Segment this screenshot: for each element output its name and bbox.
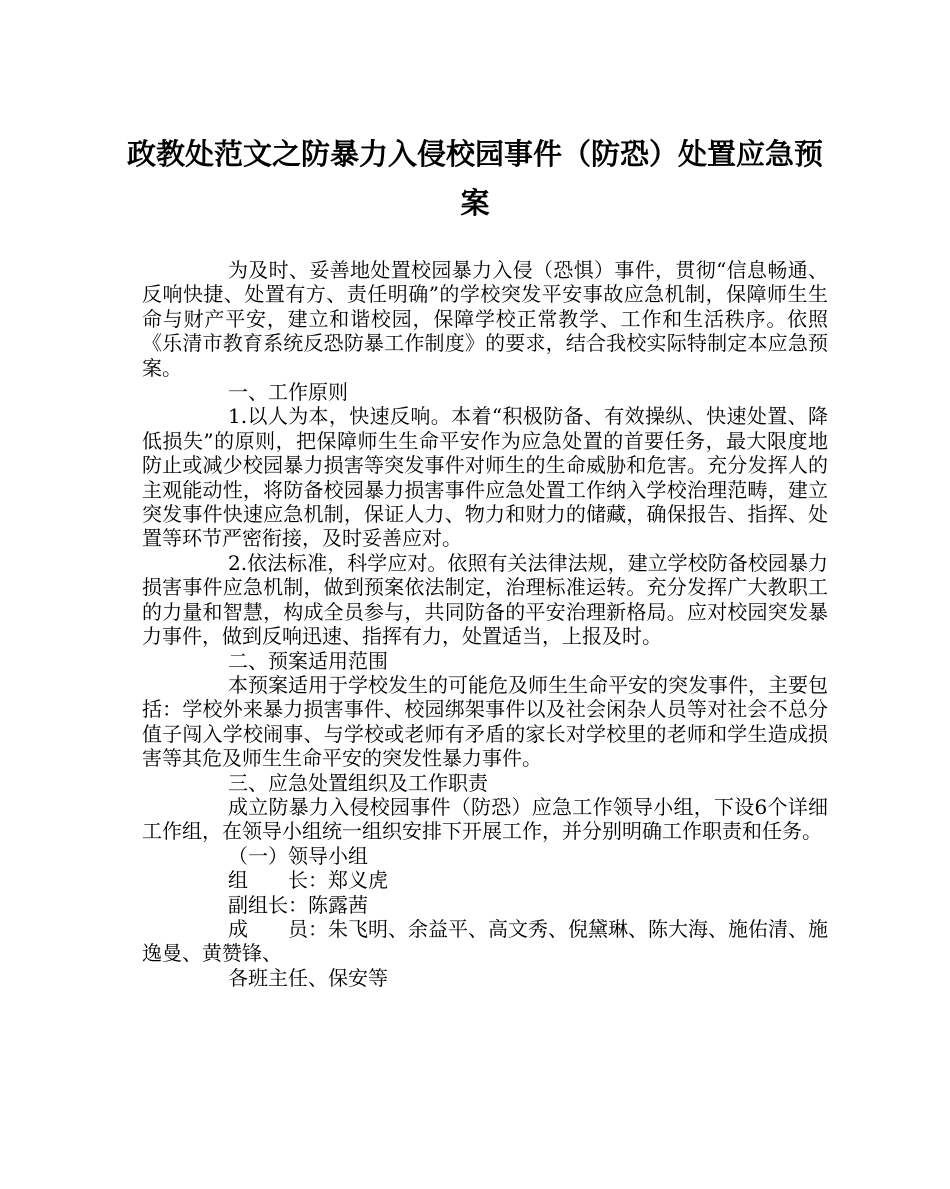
section-heading-principles: 一、工作原则 (228, 380, 348, 405)
section-heading-organization: 三、应急处置组织及工作职责 (228, 770, 488, 795)
principle-2-paragraph: 2.依法标准，科学应对。依照有关法律法规，建立学校防备校园暴力损害事件应急机制，做到预案依法制定，治理标准运转。充分发挥广大教职工的力量和智慧，构成全员参与，共同防备的平安治理新格局。应对校园突发暴力事件，做到反响迅速、指挥有力，处置适当，上报及时。 (142, 550, 828, 649)
deputy-leader-line: 副组长：陈露茜 (228, 892, 368, 917)
members-line: 成 员：朱飞明、余益平、高文秀、倪黛琳、陈大海、施佑清、施逸曼、黄赞锋、 (142, 916, 828, 966)
organization-paragraph: 成立防暴力入侵校园事件（防恐）应急工作领导小组，下设6个详细工作组，在领导小组统一组织安排下开展工作，并分别明确工作职责和任务。 (142, 794, 828, 844)
intro-paragraph: 为及时、妥善地处置校园暴力入侵（恐惧）事件，贯彻“信息畅通、反响快捷、处置有方、责任明确”的学校突发平安事故应急机制，保障师生生命与财产平安，建立和谐校园，保障学校正常教学、工作和生活秩序。依照《乐清市教育系统反恐防暴工作制度》的要求，结合我校实际特制定本应急预案。 (142, 258, 828, 380)
document-title: 政教处范文之防暴力入侵校园事件（防恐）处置应急预案 (126, 137, 823, 220)
principle-1-paragraph: 1.以人为本，快速反响。本着“积极防备、有效操纵、快速处置、降低损失”的原则，把保障师生生命平安作为应急处置的首要任务，最大限度地防止或减少校园暴力损害等突发事件对师生的生命威胁和危害。充分发挥人的主观能动性，将防备校园暴力损害事件应急处置工作纳入学校治理范畴，建立突发事件快速应急机制，保证人力、物力和财力的储藏，确保报告、指挥、处置等环节严密衔接，及时妥善应对。 (142, 404, 828, 551)
scope-paragraph: 本预案适用于学校发生的可能危及师生生命平安的突发事件，主要包括：学校外来暴力损害事件、校园绑架事件以及社会闲杂人员等对社会不总分值子闯入学校闹事、与学校或老师有矛盾的家长对学校里的老师和学生造成损害等其危及师生生命平安的突发性暴力事件。 (142, 672, 828, 771)
members-continued-line: 各班主任、保安等 (228, 965, 388, 990)
subsection-heading-leadership: （一）领导小组 (228, 843, 368, 868)
leader-line: 组 长：郑义虎 (228, 868, 388, 893)
section-heading-scope: 二、预案适用范围 (228, 648, 388, 673)
document-body (142, 258, 828, 990)
